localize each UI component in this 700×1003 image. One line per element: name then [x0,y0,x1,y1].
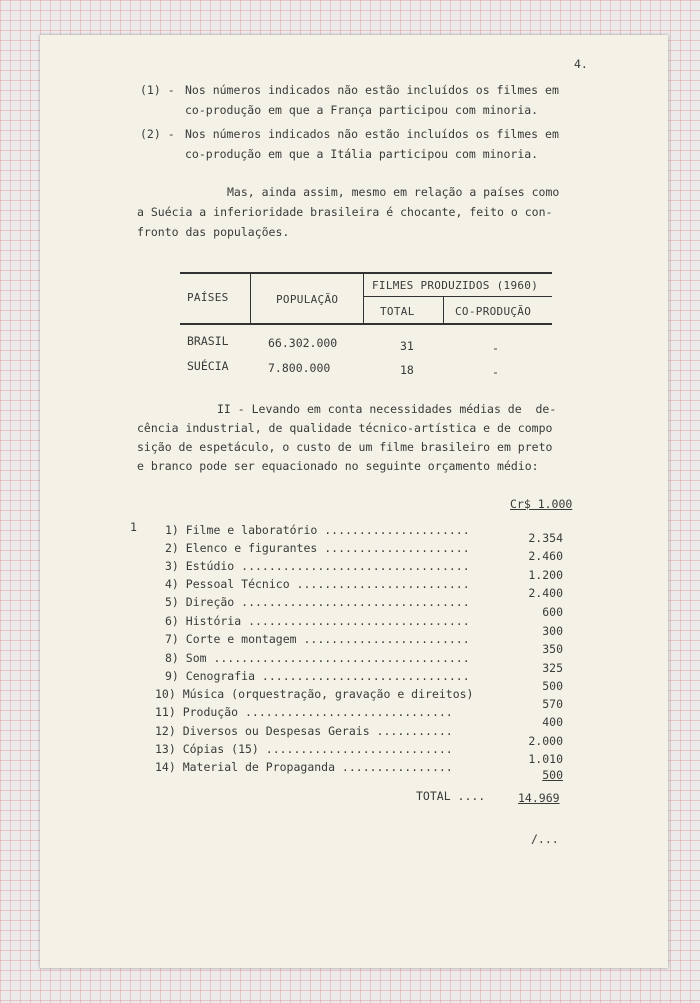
row-brasil-coproducao: - [492,341,499,355]
budget-item-2-label: 2) Elenco e figurantes ..................... [165,541,470,555]
table-divider-3 [443,297,444,324]
row-suecia-pais: SUÉCIA [187,359,229,373]
budget-item-4-value: 2.400 [528,586,563,600]
budget-item-12-value: 2.000 [528,734,563,748]
budget-item-8-value: 325 [542,661,563,675]
budget-item-3-value: 1.200 [528,568,563,582]
budget-item-14-value: 500 [542,768,563,782]
paragraph-2-line-4: e branco pode ser equacionado no seguinte orçamento médio: [137,459,539,473]
note-2-marker: (2) - [140,127,175,141]
budget-item-13-label: 13) Cópias (15) ........................... [155,742,453,756]
budget-item-7-label: 7) Corte e montagem ........................ [165,632,470,646]
row-suecia-coproducao: - [492,365,499,379]
table-divider-2 [363,272,364,324]
budget-item-5-value: 600 [542,605,563,619]
row-suecia-total: 18 [400,363,414,377]
budget-item-10-label: 10) Música (orquestração, gravação e direitos) [155,687,474,701]
paragraph-1-line-2: a Suécia a inferioridade brasileira é chocante, feito o con- [137,205,553,219]
budget-item-11-value: 400 [542,715,563,729]
budget-item-1-value: 2.354 [528,531,563,545]
budget-item-4-label: 4) Pessoal Técnico ......................... [165,577,470,591]
budget-item-2-value: 2.460 [528,549,563,563]
header-paises: PAÍSES [187,291,229,304]
row-brasil-total: 31 [400,339,414,353]
page-number: 4. [574,57,588,71]
currency-header: Cr$ 1.000 [510,497,573,511]
row-brasil-populacao: 66.302.000 [268,336,338,350]
row-suecia-populacao: 7.800.000 [268,361,331,375]
table-mid-rule [363,296,552,297]
budget-item-6-value: 300 [542,624,563,638]
budget-item-14-label: 14) Material de Propaganda ................ [155,760,453,774]
budget-item-6-label: 6) História ................................ [165,614,470,628]
budget-item-12-label: 12) Diversos ou Despesas Gerais ........... [155,724,453,738]
total-label: TOTAL .... [416,789,486,803]
header-filmes-produzidos: FILMES PRODUZIDOS (1960) [372,279,539,292]
note-1-line-2: co-produção em que a França participou com minoria. [185,103,539,117]
row-brasil-pais: BRASIL [187,334,229,348]
header-coproducao: CO-PRODUÇÃO [455,305,532,318]
section-marker: 1 [130,520,137,534]
budget-item-3-label: 3) Estúdio ................................. [165,559,470,573]
table-top-rule [180,272,552,274]
header-total: TOTAL [380,305,415,318]
table-header-bottom-rule [180,323,552,325]
budget-item-11-label: 11) Produção .............................. [155,705,453,719]
paragraph-2-line-3: sição de espetáculo, o custo de um filme brasileiro em preto [137,440,553,454]
document-page [40,35,668,968]
note-2-line-1: Nos números indicados não estão incluídos os filmes em [185,127,559,141]
table-divider-1 [250,272,251,324]
paragraph-2-line-2: cência industrial, de qualidade técnico-artística e de compo [137,421,553,435]
paragraph-2-line-1: II - Levando em conta necessidades médias de de- [217,402,557,416]
note-2-line-2: co-produção em que a Itália participou com minoria. [185,147,539,161]
budget-item-8-label: 8) Som ..................................... [165,651,470,665]
note-1-marker: (1) - [140,83,175,97]
continuation-mark: /... [531,832,559,846]
header-populacao: POPULAÇÃO [276,293,339,306]
budget-item-7-value: 350 [542,642,563,656]
note-1-line-1: Nos números indicados não estão incluídos os filmes em [185,83,559,97]
budget-item-9-label: 9) Cenografia .............................. [165,669,470,683]
total-value: 14.969 [518,791,560,805]
budget-item-10-value: 570 [542,697,563,711]
paragraph-1-line-1: Mas, ainda assim, mesmo em relação a países como [227,185,560,199]
paragraph-1-line-3: fronto das populações. [137,225,290,239]
budget-item-9-value: 500 [542,679,563,693]
budget-item-13-value: 1.010 [528,752,563,766]
budget-item-1-label: 1) Filme e laboratório ..................... [165,523,470,537]
budget-item-5-label: 5) Direção ................................. [165,595,470,609]
